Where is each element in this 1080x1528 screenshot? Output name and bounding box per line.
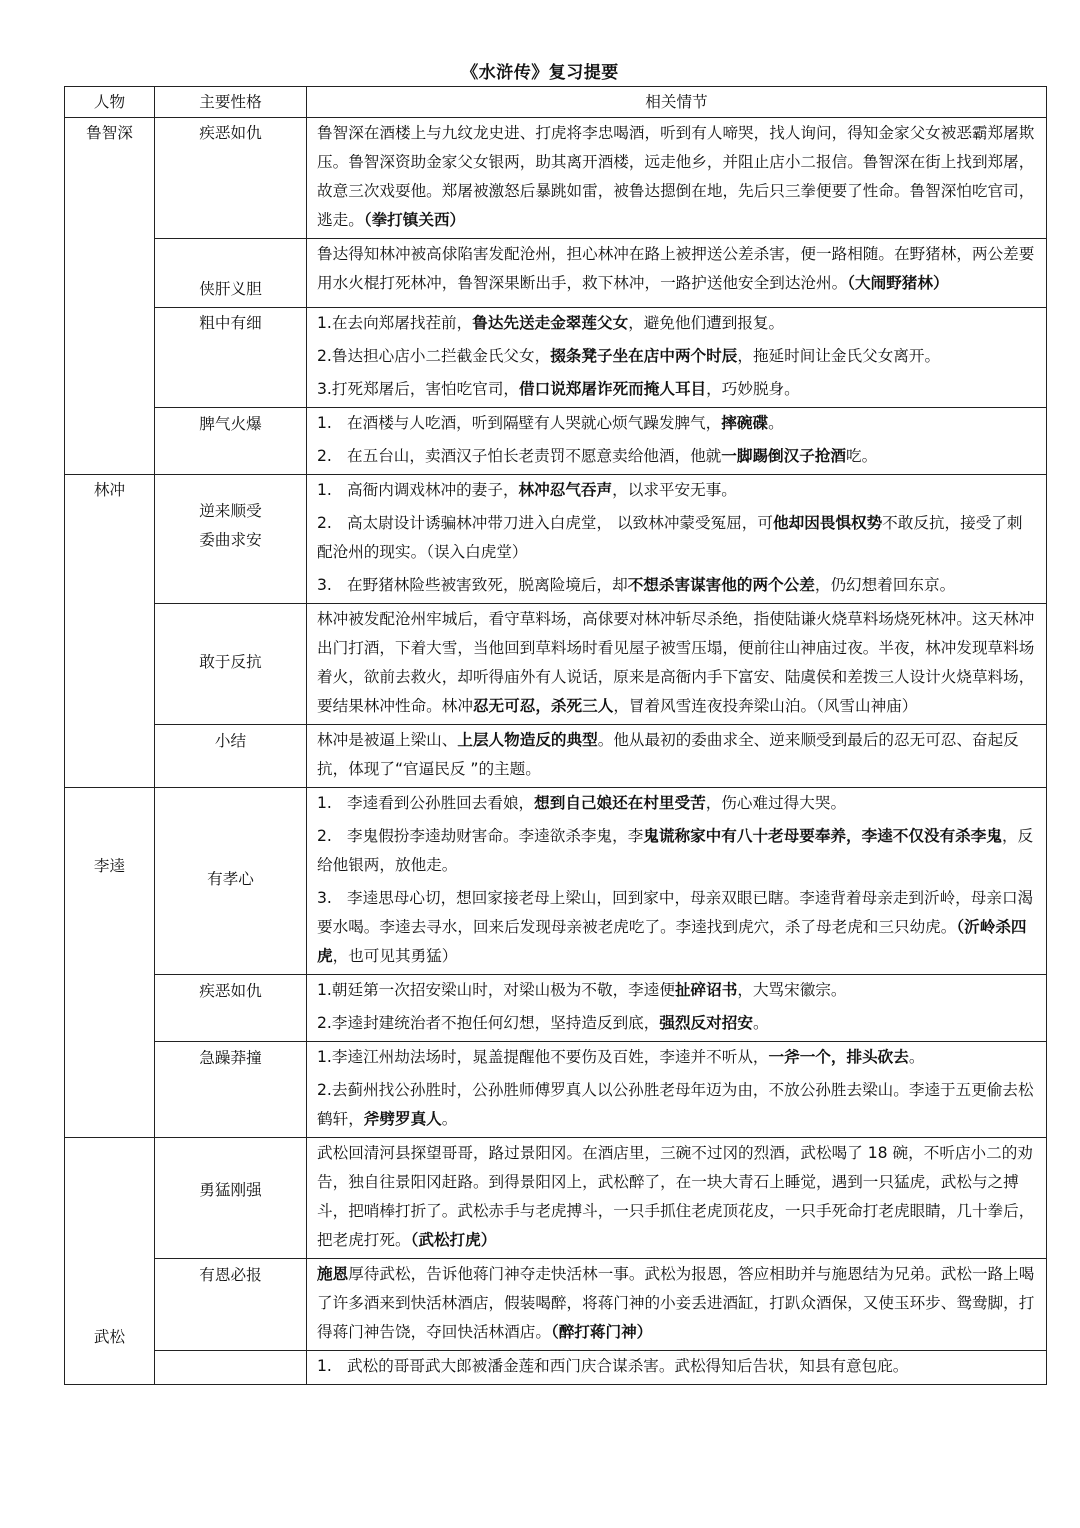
list-item: 3.打死郑屠后，害怕吃官司，借口说郑屠诈死而掩人耳目，巧妙脱身。	[317, 380, 800, 398]
person-linchong: 林冲	[65, 475, 155, 788]
table-row	[65, 975, 1047, 1042]
list-item: 2. 李鬼假扮李逵劫财害命。李逵欲杀李鬼，李鬼谎称家中有八十老母要奉养，李逵不仅没有杀李鬼，反给他银两，放他走。	[317, 827, 1034, 874]
header-person: 人物	[65, 87, 155, 118]
person-wusong: 武松	[65, 1138, 155, 1385]
plot-bold: （大闹野猪林）	[847, 274, 949, 292]
plot-cell	[307, 788, 1047, 975]
table-row	[65, 1138, 1047, 1259]
trait-cell: 勇猛刚强	[155, 1138, 307, 1259]
list-item: 2. 高太尉设计诱骗林冲带刀进入白虎堂， 以致林冲蒙受冤屈，可他却因畏惧权势不敢反抗，接受了刺配沧州的现实。（误入白虎堂）	[317, 514, 1023, 561]
list-item: 3. 李逵思母心切，想回家接老母上梁山，回到家中，母亲双眼已瞎。李逵背着母亲走到沂岭，母亲口渴要水喝。李逵去寻水，回来后发现母亲被老虎吃了。李逵找到虎穴，杀了母老虎和三只幼虎。（沂岭杀四虎，也可见其勇猛）	[317, 889, 1034, 965]
plot-cell: 施恩厚待武松，告诉他蒋门神夺走快活林一事。武松为报恩，答应相助并与施恩结为兄弟。武松一路上喝了许多酒来到快活林酒店，假装喝醉，将蒋门神的小妾丢进酒缸，打趴众酒保，又使玉环步、鸳鸯脚，打得蒋门神告饶，夺回快活林酒店。（醉打蒋门神）	[307, 1259, 1047, 1351]
plot-bold: 忍无可忍，杀死三人	[472, 697, 614, 715]
page-title: 《水浒传》复习提要	[461, 63, 619, 83]
trait-cell: 疾恶如仇	[155, 118, 307, 239]
table-row	[65, 725, 1047, 788]
trait-cell: 逆来顺受 委曲求安	[155, 475, 307, 604]
person-likui: 李逵	[65, 788, 155, 1138]
plot-text: 林冲被发配沧州牢城后，看守草料场，高俅要对林冲斩尽杀绝，指使陆谦火烧草料场烧死林冲。这天林冲出门打酒，下着大雪，当他回到草料场时看见屋子被雪压塌，便前往山神庙过夜。半夜，林冲发现草料场着火，欲前去救火，却听得庙外有人说话，原来是高衙内手下富安、陆虞侯和差拨三人设计火烧草料场，要结果林冲性命。林冲	[317, 610, 1035, 715]
review-table	[64, 86, 1047, 1385]
plot-cell	[307, 475, 1047, 604]
list-item: 2.李逵封建统治者不抱任何幻想，坚持造反到底，强烈反对招安。	[317, 1014, 769, 1032]
trait-cell: 急躁莽撞	[155, 1042, 307, 1138]
list-item: 3. 在野猪林险些被害致死，脱离险境后，却不想杀害谋害他的两个公差，仍幻想着回东京。	[317, 576, 956, 594]
table-row	[65, 604, 1047, 725]
table-row	[65, 475, 1047, 604]
table-row	[65, 118, 1047, 239]
table-row	[65, 308, 1047, 408]
list-item: 2.鲁达担心店小二拦截金氏父女，掇条凳子坐在店中两个时辰，拖延时间让金氏父女离开。	[317, 347, 941, 365]
table-header-row	[65, 87, 1047, 118]
plot-cell	[307, 118, 1047, 239]
list-item: 1.朝廷第一次招安梁山时，对梁山极为不敬，李逵便扯碎诏书，大骂宋徽宗。	[317, 981, 847, 999]
plot-cell	[307, 408, 1047, 475]
plot-cell	[307, 1042, 1047, 1138]
plot-cell: 林冲是被逼上梁山、上层人物造反的典型。他从最初的委曲求全、逆来顺受到最后的忍无可忍、奋起反抗，体现了“官逼民反 ”的主题。	[307, 725, 1047, 788]
plot-text: 鲁智深在酒楼上与九纹龙史进、打虎将李忠喝酒，听到有人啼哭，找人询问，得知金家父女被恶霸郑屠欺压。鲁智深资助金家父女银两，助其离开酒楼，远走他乡，并阻止店小二报信。鲁智深在街上找到郑屠，故意三次戏耍他。郑屠被激怒后暴跳如雷，被鲁达摁倒在地，先后只三拳便要了性命。鲁智深怕吃官司，逃走。	[317, 124, 1035, 229]
header-trait: 主要性格	[155, 87, 307, 118]
list-item: 2. 在五台山，卖酒汉子怕长老责罚不愿意卖给他酒，他就一脚踢倒汉子抢酒吃。	[317, 447, 878, 465]
table-row	[65, 1351, 1047, 1385]
trait-cell	[155, 1351, 307, 1385]
plot-text: 鲁达得知林冲被高俅陷害发配沧州，担心林冲在路上被押送公差杀害，便一路相随。在野猪林，两公差要用水火棍打死林冲，鲁智深果断出手，救下林冲，一路护送他安全到达沧州。	[317, 245, 1035, 292]
plot-text: 武松回清河县探望哥哥，路过景阳冈。在酒店里，三碗不过冈的烈酒，武松喝了 18 碗，不听店小二的劝告，独自往景阳冈赶路。到得景阳冈上，武松醉了，在一块大青石上睡觉，遇到一只猛虎，武松与之搏斗，把哨棒打折了。武松赤手与老虎搏斗，一只手抓住老虎顶花皮，一只手死命打老虎眼睛，几十拳后，把老虎打死。	[317, 1144, 1035, 1249]
plot-bold: （醉打蒋门神）	[550, 1323, 653, 1341]
plot-cell	[307, 975, 1047, 1042]
plot-cell	[307, 1351, 1047, 1385]
trait-cell: 侠肝义胆	[155, 239, 307, 308]
trait-cell: 有恩必报	[155, 1259, 307, 1351]
plot-cell	[307, 308, 1047, 408]
plot-bold: （武松打虎）	[410, 1231, 497, 1249]
list-item: 1. 高衙内调戏林冲的妻子，林冲忍气吞声，以求平安无事。	[317, 481, 737, 499]
person-luzhishen: 鲁智深	[65, 118, 155, 475]
plot-cell	[307, 239, 1047, 308]
plot-text: ，冒着风雪连夜投奔梁山泊。（风雪山神庙）	[613, 697, 918, 715]
table-row	[65, 1042, 1047, 1138]
table-row	[65, 1259, 1047, 1351]
trait-cell: 有孝心	[155, 788, 307, 975]
list-item: 1.李逵江州劫法场时，晁盖提醒他不要伤及百姓，李逵并不听从，一斧一个，排头砍去。	[317, 1048, 925, 1066]
list-item: 1. 李逵看到公孙胜回去看娘，想到自己娘还在村里受苦，伤心难过得大哭。	[317, 794, 847, 812]
list-item: 1. 在酒楼与人吃酒，听到隔壁有人哭就心烦气躁发脾气，摔碗碟。	[317, 414, 784, 432]
list-item: 1. 武松的哥哥武大郎被潘金莲和西门庆合谋杀害。武松得知后告状，知县有意包庇。	[317, 1357, 909, 1375]
table-row	[65, 408, 1047, 475]
list-item: 2.去蓟州找公孙胜时，公孙胜师傅罗真人以公孙胜老母年迈为由，不放公孙胜去梁山。李逵于五更偷去松鹤轩，斧劈罗真人。	[317, 1081, 1034, 1128]
list-item: 1.在去向郑屠找茬前，鲁达先送走金翠莲父女，避免他们遭到报复。	[317, 314, 785, 332]
table-row	[65, 239, 1047, 308]
plot-cell	[307, 1138, 1047, 1259]
header-plot: 相关情节	[307, 87, 1047, 118]
plot-cell	[307, 604, 1047, 725]
trait-cell: 小结	[155, 725, 307, 788]
table-row	[65, 788, 1047, 975]
plot-bold: （拳打镇关西）	[363, 211, 466, 229]
trait-cell: 粗中有细	[155, 308, 307, 408]
plot-text: 厚待武松，告诉他蒋门神夺走快活林一事。武松为报恩，答应相助并与施恩结为兄弟。武松一路上喝了许多酒来到快活林酒店，假装喝醉，将蒋门神的小妾丢进酒缸，打趴众酒保，又使玉环步、鸳鸯脚，打得蒋门神告饶，夺回快活林酒店。	[317, 1265, 1035, 1341]
trait-cell: 脾气火爆	[155, 408, 307, 475]
trait-cell: 敢于反抗	[155, 604, 307, 725]
trait-cell: 疾恶如仇	[155, 975, 307, 1042]
